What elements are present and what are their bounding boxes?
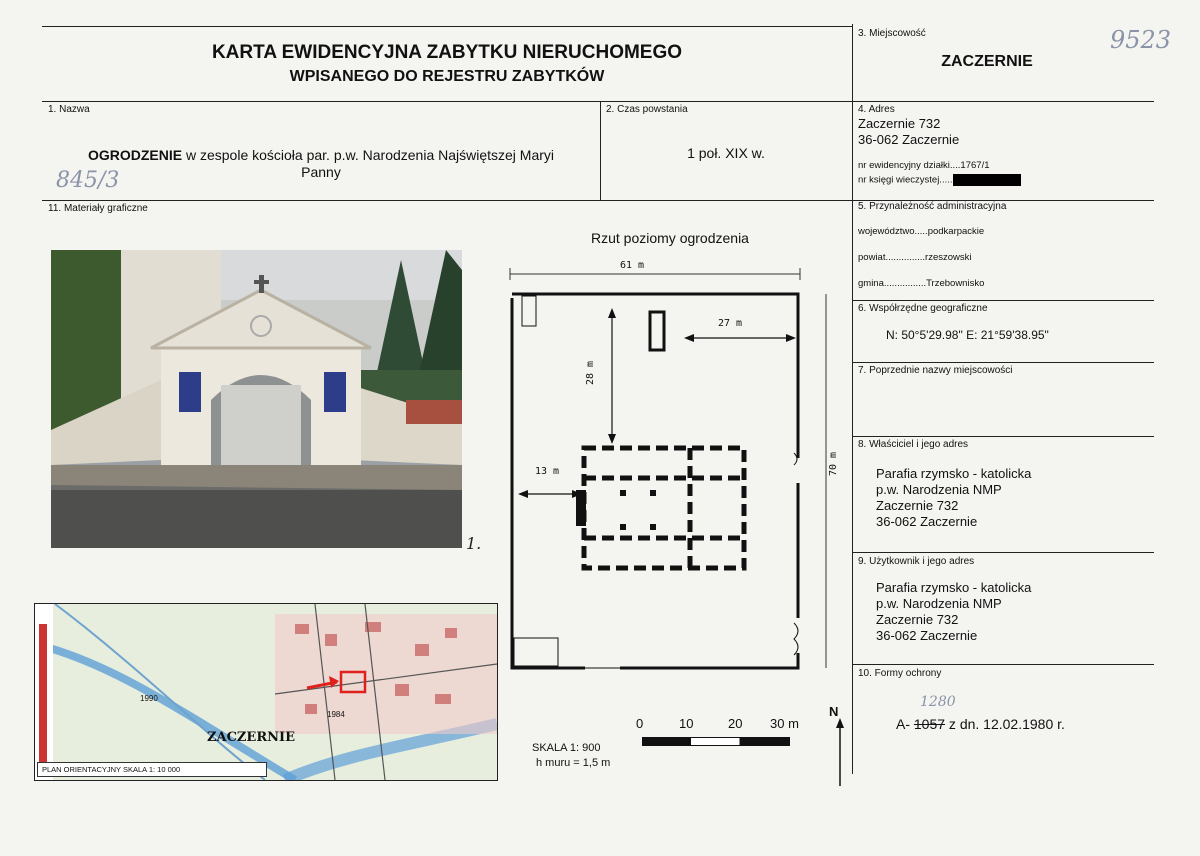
- przynaleznosc-label: 5. Przynależność administracyjna: [858, 201, 1007, 212]
- uzytkownik-line2: p.w. Narodzenia NMP: [876, 596, 1002, 611]
- gate-photo: [51, 250, 462, 548]
- nazwa-value-line2: Panny: [301, 164, 341, 180]
- scale-tick-0: 0: [636, 716, 644, 731]
- materialy-label: 11. Materiały graficzne: [48, 203, 148, 214]
- top-border: [42, 26, 852, 27]
- dzialka-number: nr ewidencyjny działki....1767/1: [858, 160, 990, 171]
- plan-dim-height: 70 m: [828, 451, 839, 476]
- nazwa-label: 1. Nazwa: [48, 104, 90, 115]
- north-arrow-icon: [834, 718, 846, 788]
- card-title-line1: KARTA EWIDENCYJNA ZABYTKU NIERUCHOMEGO: [211, 42, 683, 63]
- right-column-divider: [852, 24, 853, 774]
- wspolrzedne-value: N: 50°5'29.98" E: 21°59'38.95": [886, 328, 1049, 342]
- ksiega-number: [858, 174, 1021, 186]
- adres-line2: 36-062 Zaczernie: [858, 132, 960, 147]
- formy-suffix: z dn. 12.02.1980 r.: [945, 716, 1065, 732]
- plan-dim-13: 13 m: [535, 466, 560, 477]
- wojewodztwo: województwo.....podkarpackie: [858, 226, 985, 237]
- ksiega-label: nr księgi wieczystej.....: [858, 174, 953, 186]
- wlasciciel-line4: 36-062 Zaczernie: [876, 514, 978, 529]
- map-caption: PLAN ORIENTACYJNY SKALA 1: 10 000: [37, 762, 267, 777]
- nazwa-value: [42, 147, 600, 181]
- redaction-box: [953, 174, 1021, 186]
- uzytkownik-line4: 36-062 Zaczernie: [876, 628, 978, 643]
- divider-8: [852, 436, 1154, 437]
- czas-label: 2. Czas powstania: [606, 104, 688, 115]
- poprzednie-label: 7. Poprzednie nazwy miejscowości: [858, 365, 1013, 376]
- nazwa-value-rest: w zespole kościoła par. p.w. Narodzenia Najświętszej Maryi: [182, 147, 555, 163]
- map-label-1984: 1984: [327, 710, 345, 719]
- miejscowosc-value: ZACZERNIE: [941, 53, 1033, 70]
- scale-bar: [642, 737, 790, 746]
- nazwa-handwritten-number: 845/3: [56, 168, 120, 193]
- miejscowosc-label: 3. Miejscowość: [858, 28, 926, 39]
- divider-9: [852, 552, 1154, 553]
- wspolrzedne-label: 6. Współrzędne geograficzne: [858, 303, 988, 314]
- plan-dim-28: 28 m: [585, 360, 596, 385]
- uzytkownik-line1: Parafia rzymsko - katolicka: [876, 580, 1032, 595]
- nazwa-value-bold: OGRODZENIE: [87, 147, 183, 163]
- wlasciciel-line3: Zaczernie 732: [876, 498, 959, 513]
- uzytkownik-line3: Zaczernie 732: [876, 612, 959, 627]
- document-number-handwritten: 9523: [1110, 26, 1172, 54]
- north-label: N: [829, 704, 839, 719]
- scale-tick-20: 20: [728, 716, 743, 731]
- scale-text: SKALA 1: 900: [532, 742, 601, 754]
- wlasciciel-line2: p.w. Narodzenia NMP: [876, 482, 1002, 497]
- header-divider: [42, 101, 1154, 102]
- formy-value: [896, 716, 1065, 732]
- formy-struck-number: 1057: [913, 716, 946, 732]
- uzytkownik-label: 9. Użytkownik i jego adres: [858, 556, 975, 567]
- plan-dim-width: 61 m: [620, 260, 645, 271]
- orientation-map: [34, 603, 498, 781]
- wall-height-text: h muru = 1,5 m: [536, 757, 611, 769]
- adres-label: 4. Adres: [858, 104, 895, 115]
- map-place-label: ZACZERNIE: [207, 730, 295, 745]
- plan-drawing: [500, 268, 840, 688]
- powiat: powiat...............rzeszowski: [858, 252, 972, 263]
- formy-handwritten: 1280: [920, 694, 956, 710]
- formy-label: 10. Formy ochrony: [858, 668, 942, 679]
- map-label-1990: 1990: [140, 694, 158, 703]
- gmina: gmina................Trzebownisko: [858, 278, 985, 289]
- divider-10: [852, 664, 1154, 665]
- czas-value: 1 poł. XIX w.: [687, 145, 765, 161]
- scale-tick-30: 30 m: [770, 716, 799, 731]
- divider-6: [852, 300, 1154, 301]
- photo-number: 1.: [466, 534, 482, 553]
- adres-line1: Zaczernie 732: [858, 116, 941, 131]
- wlasciciel-label: 8. Właściciel i jego adres: [858, 439, 969, 450]
- divider-7: [852, 362, 1154, 363]
- wlasciciel-line1: Parafia rzymsko - katolicka: [876, 466, 1032, 481]
- scale-tick-10: 10: [679, 716, 694, 731]
- plan-dim-27: 27 m: [718, 318, 743, 329]
- card-title-line2: WPISANEGO DO REJESTRU ZABYTKÓW: [289, 68, 605, 85]
- formy-prefix: A-: [896, 716, 914, 732]
- plan-title: Rzut poziomy ogrodzenia: [591, 230, 749, 246]
